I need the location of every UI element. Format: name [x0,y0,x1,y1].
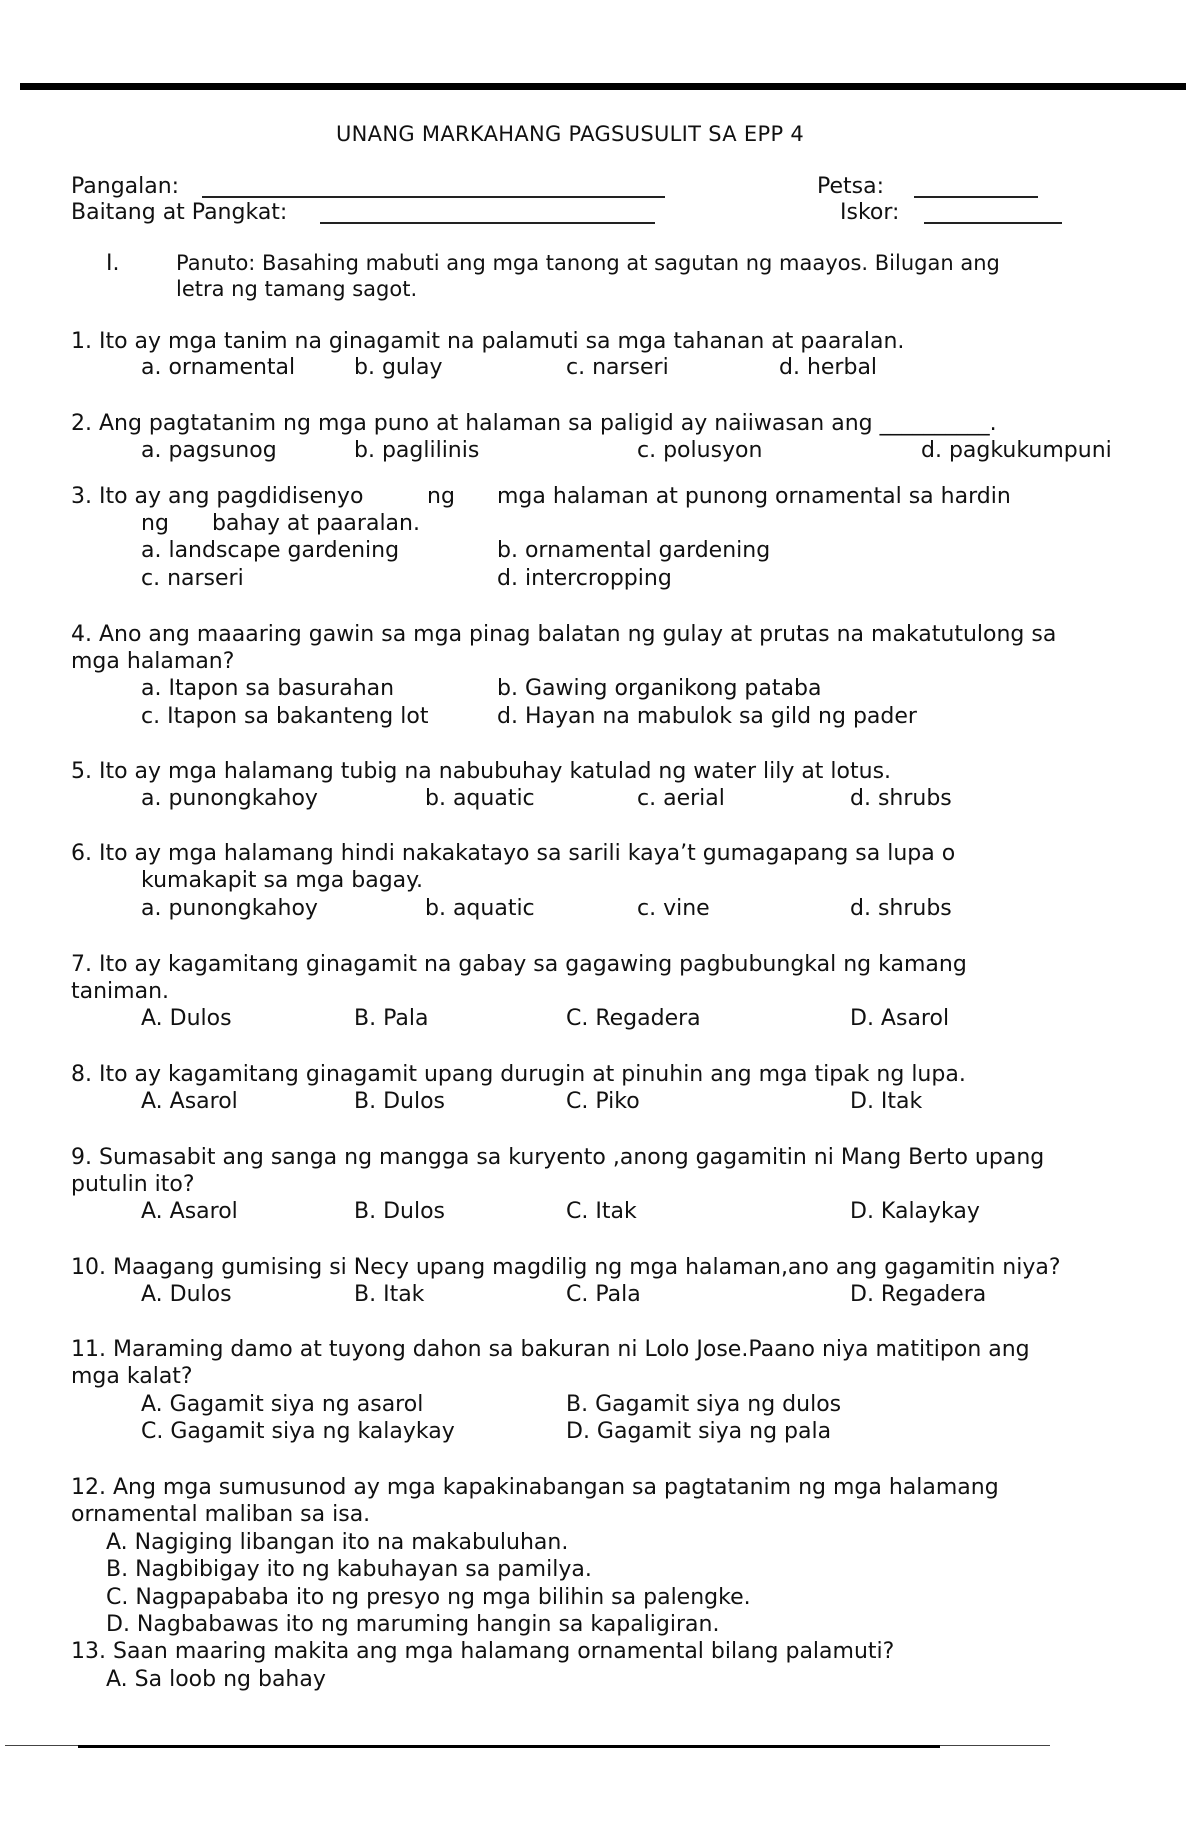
name-field[interactable] [202,196,665,198]
question-3-part-4: ng [141,511,169,536]
grade-section-field[interactable] [320,222,655,224]
q1-choice-d[interactable]: d. herbal [779,355,878,380]
q2-choice-c[interactable]: c. polusyon [637,438,763,463]
q4-choice-b[interactable]: b. Gawing organikong pataba [497,676,822,701]
q6-choice-c[interactable]: c. vine [637,896,710,921]
score-field[interactable] [924,222,1062,224]
section-number: I. [106,251,120,276]
q8-choice-b[interactable]: B. Dulos [354,1089,445,1114]
question-10: 10. Maagang gumising si Necy upang magdilig ng mga halaman,ano ang gagamitin niya? [71,1255,1061,1280]
q8-choice-c[interactable]: C. Piko [566,1089,640,1114]
question-6-line-2: kumakapit sa mga bagay. [141,868,424,893]
question-11-line-1: 11. Maraming damo at tuyong dahon sa bakuran ni Lolo Jose.Paano niya matitipon ang [71,1337,1030,1362]
date-label: Petsa: [817,174,884,199]
q12-choice-c[interactable]: C. Nagpapababa ito ng presyo ng mga bilihin sa palengke. [106,1585,751,1610]
q6-choice-a[interactable]: a. punongkahoy [141,896,318,921]
q1-choice-c[interactable]: c. narseri [566,355,669,380]
question-4-line-1: 4. Ano ang maaaring gawin sa mga pinag balatan ng gulay at prutas na makatutulong sa [71,622,1057,647]
q12-choice-d[interactable]: D. Nagbabawas ito ng maruming hangin sa kapaligiran. [106,1612,720,1637]
q5-choice-b[interactable]: b. aquatic [425,786,535,811]
q12-choice-b[interactable]: B. Nagbibigay ito ng kabuhayan sa pamilya. [106,1557,592,1582]
question-13: 13. Saan maaring makita ang mga halamang ornamental bilang palamuti? [71,1639,895,1664]
date-field[interactable] [914,196,1038,198]
question-11-line-2: mga kalat? [71,1364,193,1389]
q9-choice-a[interactable]: A. Asarol [141,1199,238,1224]
question-3-part-5: bahay at paaralan. [212,511,420,536]
q8-choice-a[interactable]: A. Asarol [141,1089,238,1114]
q2-choice-b[interactable]: b. paglilinis [354,438,480,463]
q1-choice-b[interactable]: b. gulay [354,355,443,380]
question-9-line-2: putulin ito? [71,1172,195,1197]
question-5: 5. Ito ay mga halamang tubig na nabubuhay katulad ng water lily at lotus. [71,759,892,784]
q11-choice-d[interactable]: D. Gagamit siya ng pala [566,1419,832,1444]
score-label: Iskor: [840,200,900,225]
q9-choice-c[interactable]: C. Itak [566,1199,637,1224]
q7-choice-b[interactable]: B. Pala [354,1006,429,1031]
q2-choice-a[interactable]: a. pagsunog [141,438,277,463]
question-12-line-1: 12. Ang mga sumusunod ay mga kapakinabangan sa pagtatanim ng mga halamang [71,1475,999,1500]
q11-choice-c[interactable]: C. Gagamit siya ng kalaykay [141,1419,455,1444]
question-3-part-3: mga halaman at punong ornamental sa hardin [497,484,1011,509]
q3-choice-d[interactable]: d. intercropping [497,566,672,591]
q5-choice-a[interactable]: a. punongkahoy [141,786,318,811]
q8-choice-d[interactable]: D. Itak [850,1089,923,1114]
q5-choice-c[interactable]: c. aerial [637,786,725,811]
grade-section-label: Baitang at Pangkat: [71,200,288,225]
question-12-line-2: ornamental maliban sa isa. [71,1502,371,1527]
q6-choice-b[interactable]: b. aquatic [425,896,535,921]
q4-choice-c[interactable]: c. Itapon sa bakanteng lot [141,704,429,729]
question-3-part-2: ng [427,484,455,509]
q3-choice-a[interactable]: a. landscape gardening [141,538,400,563]
q4-choice-d[interactable]: d. Hayan na mabulok sa gild ng pader [497,704,917,729]
q10-choice-b[interactable]: B. Itak [354,1282,425,1307]
question-9-line-1: 9. Sumasabit ang sanga ng mangga sa kuryento ,anong gagamitin ni Mang Berto upang [71,1145,1045,1170]
q13-choice-a[interactable]: A. Sa loob ng bahay [106,1667,326,1692]
instructions-line-2: letra ng tamang sagot. [176,277,418,301]
q9-choice-b[interactable]: B. Dulos [354,1199,445,1224]
question-2: 2. Ang pagtatanim ng mga puno at halaman sa paligid ay naiiwasan ang __________. [71,411,997,436]
question-7-line-1: 7. Ito ay kagamitang ginagamit na gabay sa gagawing pagbubungkal ng kamang [71,952,967,977]
q9-choice-d[interactable]: D. Kalaykay [850,1199,980,1224]
question-7-line-2: taniman. [71,979,170,1004]
instructions-line-1: Panuto: Basahing mabuti ang mga tanong at sagutan ng maayos. Bilugan ang [176,251,1000,275]
q7-choice-a[interactable]: A. Dulos [141,1006,232,1031]
question-6-line-1: 6. Ito ay mga halamang hindi nakakatayo sa sarili kaya’t gumagapang sa lupa o [71,841,956,866]
page-title: UNANG MARKAHANG PAGSUSULIT SA EPP 4 [336,122,805,146]
q3-choice-b[interactable]: b. ornamental gardening [497,538,771,563]
question-8: 8. Ito ay kagamitang ginagamit upang durugin at pinuhin ang mga tipak ng lupa. [71,1062,966,1087]
q2-choice-d[interactable]: d. pagkukumpuni [921,438,1112,463]
q7-choice-d[interactable]: D. Asarol [850,1006,950,1031]
q6-choice-d[interactable]: d. shrubs [850,896,952,921]
q4-choice-a[interactable]: a. Itapon sa basurahan [141,676,395,701]
name-label: Pangalan: [71,174,180,199]
q10-choice-c[interactable]: C. Pala [566,1282,641,1307]
q7-choice-c[interactable]: C. Regadera [566,1006,701,1031]
top-rule [20,83,1186,90]
q11-choice-b[interactable]: B. Gagamit siya ng dulos [566,1392,842,1417]
q3-choice-c[interactable]: c. narseri [141,566,244,591]
bottom-rule [78,1745,940,1748]
q10-choice-d[interactable]: D. Regadera [850,1282,987,1307]
question-4-line-2: mga halaman? [71,649,235,674]
q11-choice-a[interactable]: A. Gagamit siya ng asarol [141,1392,424,1417]
q1-choice-a[interactable]: a. ornamental [141,355,296,380]
q5-choice-d[interactable]: d. shrubs [850,786,952,811]
q10-choice-a[interactable]: A. Dulos [141,1282,232,1307]
question-1: 1. Ito ay mga tanim na ginagamit na palamuti sa mga tahanan at paaralan. [71,329,905,354]
question-3-part-1: 3. Ito ay ang pagdidisenyo [71,484,364,509]
q12-choice-a[interactable]: A. Nagiging libangan ito na makabuluhan. [106,1530,569,1555]
